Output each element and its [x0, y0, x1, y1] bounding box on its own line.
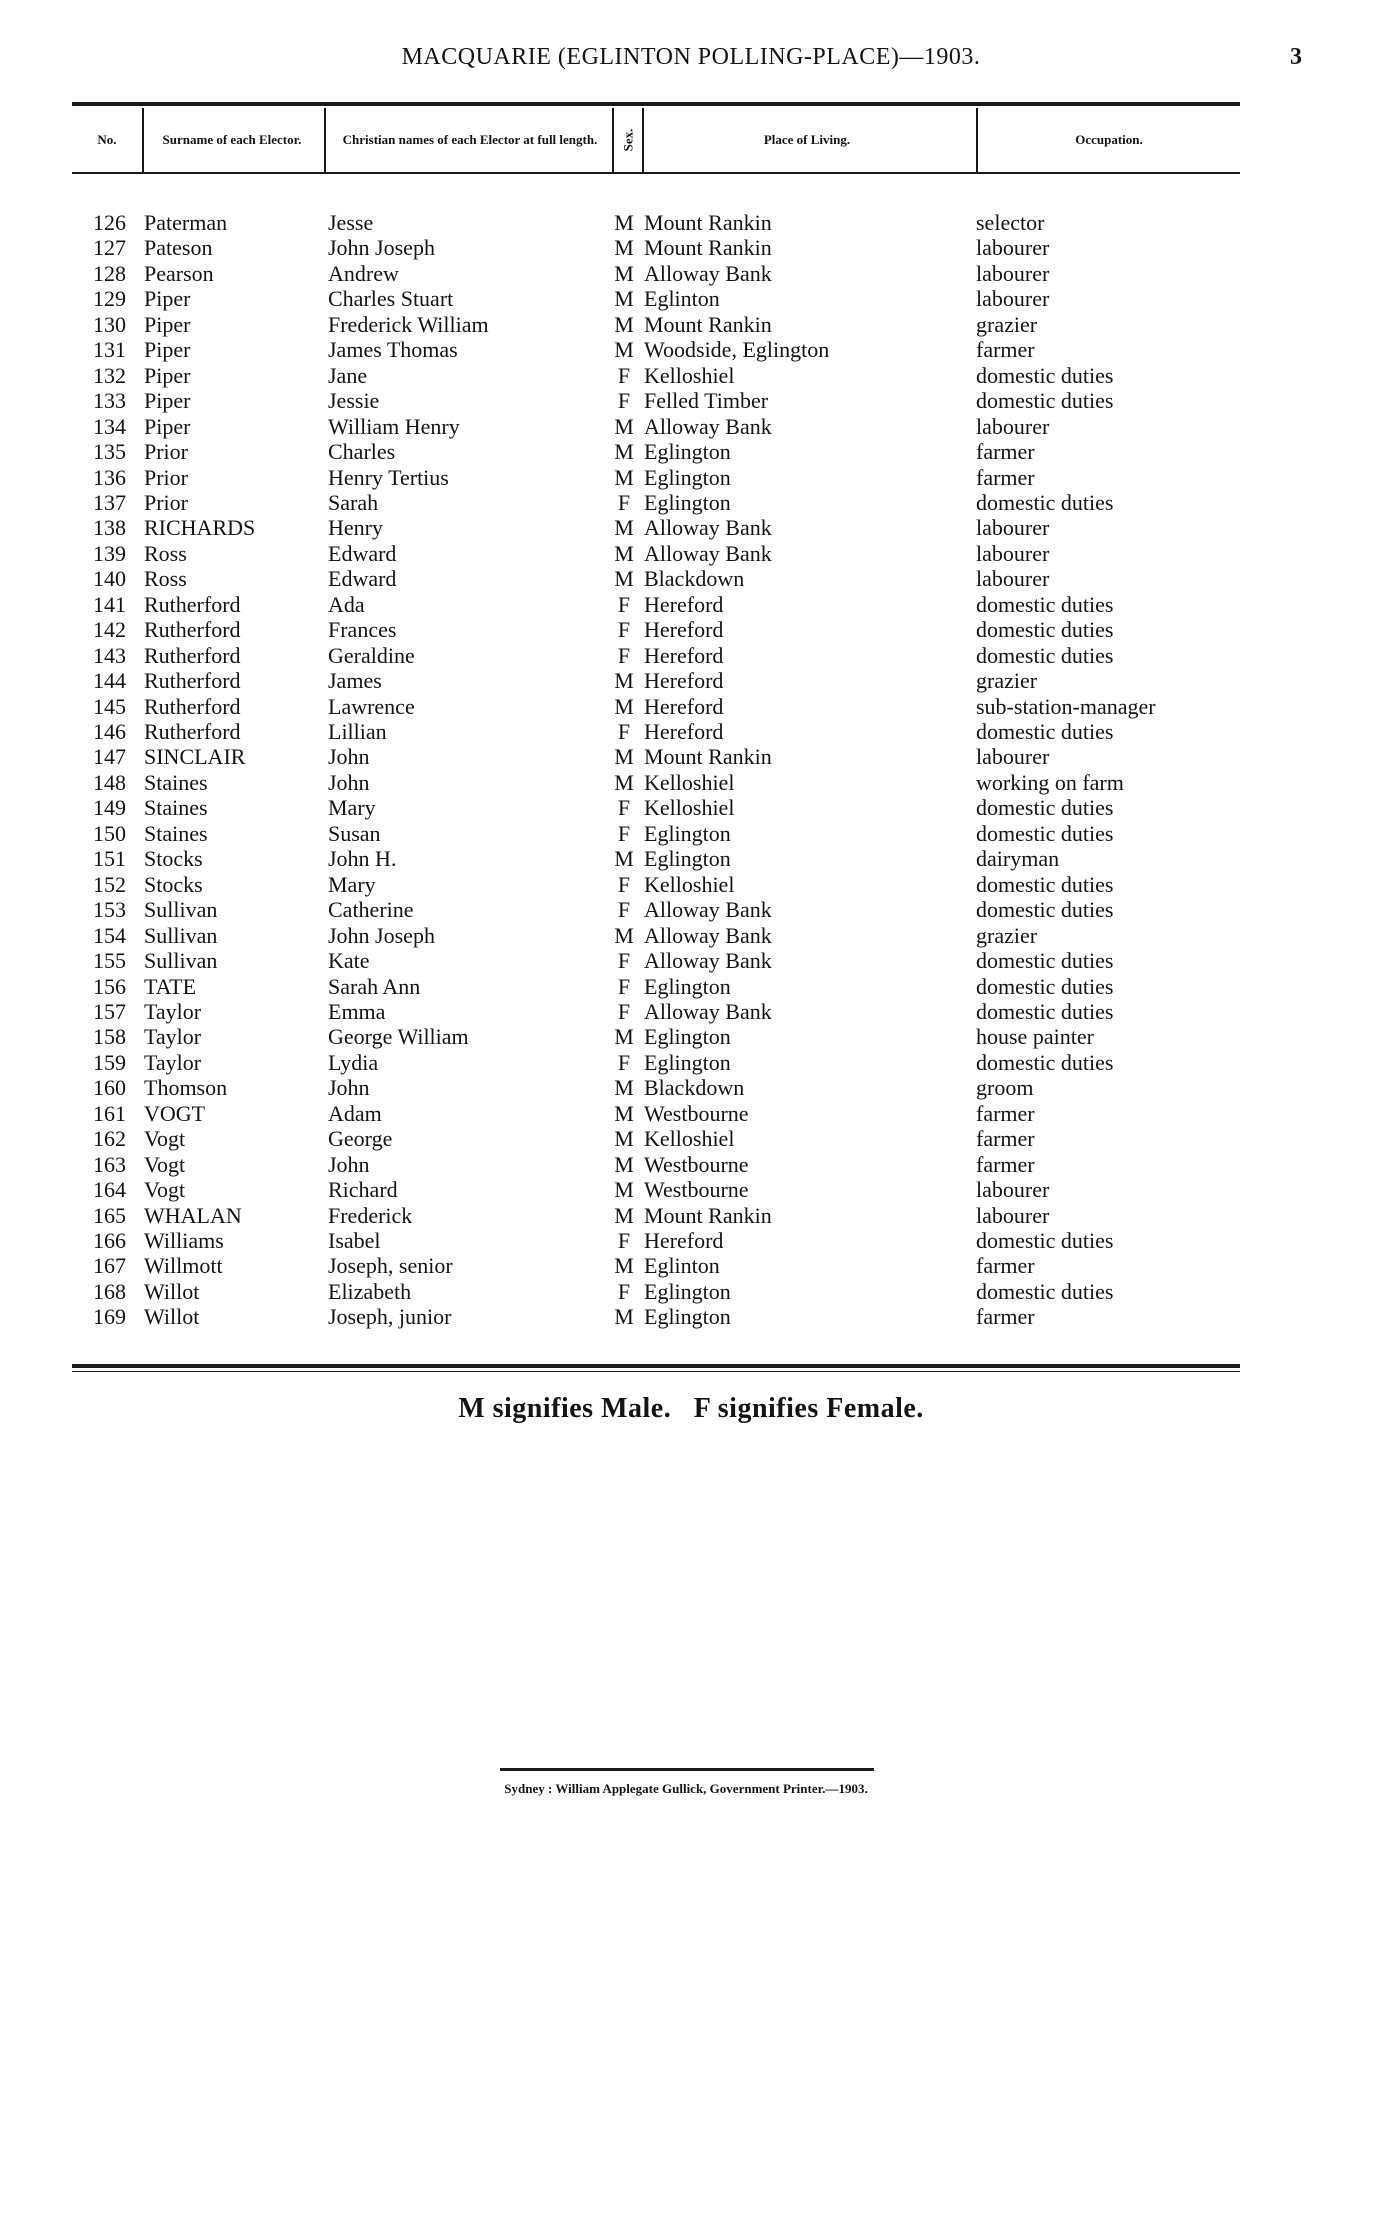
cell-number: 133 [93, 388, 126, 413]
cell-sex: M [614, 668, 634, 693]
cell-occupation: labourer [976, 414, 1050, 439]
header-bottom-rule [72, 172, 1240, 174]
cell-occupation: domestic duties [976, 872, 1114, 897]
column-separator [142, 108, 144, 172]
cell-number: 128 [93, 261, 126, 286]
cell-surname: Stocks [144, 846, 203, 871]
cell-number: 158 [93, 1024, 126, 1049]
cell-number: 150 [93, 821, 126, 846]
cell-occupation: farmer [976, 465, 1035, 490]
cell-number: 144 [93, 668, 126, 693]
cell-christian-names: Jessie [328, 388, 380, 413]
cell-christian-names: John Joseph [328, 923, 435, 948]
cell-occupation: dairyman [976, 846, 1060, 871]
cell-sex: M [614, 1177, 634, 1202]
cell-place-of-living: Eglington [644, 1304, 731, 1329]
cell-place-of-living: Alloway Bank [644, 541, 772, 566]
cell-surname: VOGT [144, 1101, 206, 1126]
page-number: 3 [1290, 44, 1302, 70]
cell-christian-names: George [328, 1126, 393, 1151]
cell-surname: Thomson [144, 1075, 228, 1100]
cell-surname: Taylor [144, 1024, 202, 1049]
cell-sex: M [614, 235, 634, 260]
cell-christian-names: Sarah [328, 490, 379, 515]
cell-occupation: domestic duties [976, 795, 1114, 820]
cell-christian-names: Emma [328, 999, 386, 1024]
cell-place-of-living: Blackdown [644, 1075, 745, 1100]
cell-place-of-living: Alloway Bank [644, 923, 772, 948]
cell-surname: Piper [144, 363, 191, 388]
cell-number: 126 [93, 210, 126, 235]
sex-legend-note: M signifies Male. F signifies Female. [458, 1393, 924, 1424]
cell-christian-names: John [328, 1152, 370, 1177]
table-top-rule [72, 102, 1240, 106]
cell-place-of-living: Westbourne [644, 1177, 749, 1202]
cell-surname: Prior [144, 465, 188, 490]
cell-occupation: labourer [976, 566, 1050, 591]
cell-number: 138 [93, 515, 126, 540]
cell-surname: Piper [144, 414, 191, 439]
cell-sex: F [617, 795, 631, 820]
cell-number: 140 [93, 566, 126, 591]
cell-place-of-living: Hereford [644, 1228, 724, 1253]
cell-sex: F [617, 617, 631, 642]
cell-number: 127 [93, 235, 126, 260]
cell-christian-names: William Henry [328, 414, 460, 439]
cell-christian-names: Henry Tertius [328, 465, 449, 490]
cell-surname: Piper [144, 337, 191, 362]
column-separator [324, 108, 326, 172]
cell-christian-names: Charles [328, 439, 396, 464]
cell-place-of-living: Alloway Bank [644, 999, 772, 1024]
cell-christian-names: John [328, 770, 370, 795]
cell-christian-names: Frederick William [328, 312, 489, 337]
cell-occupation: labourer [976, 286, 1050, 311]
cell-christian-names: Jesse [328, 210, 374, 235]
cell-occupation: labourer [976, 515, 1050, 540]
cell-place-of-living: Kelloshiel [644, 363, 735, 388]
cell-surname: Taylor [144, 999, 202, 1024]
cell-occupation: labourer [976, 261, 1050, 286]
cell-place-of-living: Alloway Bank [644, 515, 772, 540]
cell-sex: M [614, 439, 634, 464]
cell-place-of-living: Hereford [644, 617, 724, 642]
cell-surname: SINCLAIR [144, 744, 246, 769]
column-header-sex-label: Sex. [620, 128, 635, 152]
cell-surname: Rutherford [144, 719, 241, 744]
cell-sex: M [614, 1075, 634, 1100]
cell-place-of-living: Mount Rankin [644, 210, 772, 235]
cell-number: 156 [93, 974, 126, 999]
cell-christian-names: Joseph, junior [328, 1304, 452, 1329]
cell-place-of-living: Eglington [644, 465, 731, 490]
cell-place-of-living: Mount Rankin [644, 744, 772, 769]
cell-number: 168 [93, 1279, 126, 1304]
cell-place-of-living: Eglinton [644, 1253, 720, 1278]
cell-occupation: labourer [976, 744, 1050, 769]
cell-place-of-living: Hereford [644, 694, 724, 719]
cell-surname: Vogt [144, 1126, 186, 1151]
cell-place-of-living: Alloway Bank [644, 897, 772, 922]
cell-surname: RICHARDS [144, 515, 256, 540]
cell-sex: M [614, 1304, 634, 1329]
cell-occupation: farmer [976, 439, 1035, 464]
cell-place-of-living: Kelloshiel [644, 795, 735, 820]
cell-sex: M [614, 1152, 634, 1177]
printer-rule [500, 1768, 874, 1771]
cell-christian-names: Edward [328, 541, 397, 566]
cell-place-of-living: Hereford [644, 668, 724, 693]
cell-occupation: farmer [976, 1152, 1035, 1177]
cell-surname: Staines [144, 821, 208, 846]
cell-christian-names: Frances [328, 617, 397, 642]
cell-sex: F [617, 897, 631, 922]
cell-occupation: domestic duties [976, 948, 1114, 973]
cell-surname: Ross [144, 541, 187, 566]
cell-place-of-living: Alloway Bank [644, 261, 772, 286]
cell-sex: F [617, 592, 631, 617]
cell-occupation: domestic duties [976, 1228, 1114, 1253]
cell-surname: Stocks [144, 872, 203, 897]
cell-occupation: domestic duties [976, 719, 1114, 744]
cell-christian-names: James [328, 668, 382, 693]
printer-imprint: Sydney : William Applegate Gullick, Government Printer.—1903. [504, 1781, 868, 1796]
cell-christian-names: Catherine [328, 897, 414, 922]
cell-number: 130 [93, 312, 126, 337]
column-header-sex [614, 108, 642, 172]
cell-surname: Williams [144, 1228, 224, 1253]
cell-number: 151 [93, 846, 126, 871]
cell-place-of-living: Mount Rankin [644, 1203, 772, 1228]
cell-christian-names: Henry [328, 515, 383, 540]
cell-christian-names: John Joseph [328, 235, 435, 260]
column-header-occupation: Occupation. [1075, 132, 1143, 147]
cell-surname: Willmott [144, 1253, 223, 1278]
cell-number: 155 [93, 948, 126, 973]
cell-occupation: farmer [976, 1253, 1035, 1278]
cell-sex: M [614, 1024, 634, 1049]
cell-sex: F [617, 999, 631, 1024]
cell-occupation: labourer [976, 1203, 1050, 1228]
cell-place-of-living: Felled Timber [644, 388, 769, 413]
cell-christian-names: Edward [328, 566, 397, 591]
cell-occupation: labourer [976, 235, 1050, 260]
cell-sex: M [614, 210, 634, 235]
cell-number: 142 [93, 617, 126, 642]
cell-christian-names: Charles Stuart [328, 286, 454, 311]
cell-sex: M [614, 312, 634, 337]
cell-place-of-living: Mount Rankin [644, 235, 772, 260]
cell-number: 131 [93, 337, 126, 362]
cell-number: 154 [93, 923, 126, 948]
cell-place-of-living: Eglington [644, 974, 731, 999]
cell-number: 145 [93, 694, 126, 719]
cell-surname: Paterman [144, 210, 228, 235]
cell-occupation: domestic duties [976, 974, 1114, 999]
cell-sex: M [614, 261, 634, 286]
cell-surname: Pearson [144, 261, 214, 286]
cell-occupation: labourer [976, 1177, 1050, 1202]
cell-surname: Piper [144, 312, 191, 337]
cell-christian-names: Frederick [328, 1203, 413, 1228]
cell-occupation: domestic duties [976, 363, 1114, 388]
cell-sex: F [617, 1228, 631, 1253]
cell-christian-names: Richard [328, 1177, 398, 1202]
cell-sex: M [614, 770, 634, 795]
cell-occupation: farmer [976, 1304, 1035, 1329]
cell-surname: Willot [144, 1279, 200, 1304]
cell-number: 153 [93, 897, 126, 922]
cell-occupation: domestic duties [976, 490, 1114, 515]
cell-sex: M [614, 465, 634, 490]
cell-surname: Rutherford [144, 592, 241, 617]
cell-number: 161 [93, 1101, 126, 1126]
cell-sex: F [617, 363, 631, 388]
cell-surname: Prior [144, 490, 188, 515]
cell-sex: M [614, 566, 634, 591]
cell-sex: M [614, 541, 634, 566]
cell-sex: M [614, 846, 634, 871]
cell-sex: M [614, 286, 634, 311]
cell-surname: Vogt [144, 1177, 186, 1202]
cell-place-of-living: Eglington [644, 1279, 731, 1304]
cell-number: 147 [93, 744, 126, 769]
cell-surname: Rutherford [144, 668, 241, 693]
cell-number: 159 [93, 1050, 126, 1075]
cell-christian-names: Adam [328, 1101, 382, 1126]
cell-sex: F [617, 948, 631, 973]
cell-sex: M [614, 923, 634, 948]
cell-number: 166 [93, 1228, 126, 1253]
cell-occupation: domestic duties [976, 388, 1114, 413]
cell-surname: Sullivan [144, 923, 218, 948]
cell-place-of-living: Eglington [644, 490, 731, 515]
cell-sex: M [614, 515, 634, 540]
cell-christian-names: John [328, 1075, 370, 1100]
cell-occupation: farmer [976, 1126, 1035, 1151]
cell-number: 157 [93, 999, 126, 1024]
cell-sex: M [614, 1203, 634, 1228]
cell-surname: Piper [144, 286, 191, 311]
cell-place-of-living: Eglington [644, 821, 731, 846]
cell-number: 167 [93, 1253, 126, 1278]
cell-number: 141 [93, 592, 126, 617]
cell-sex: F [617, 974, 631, 999]
cell-occupation: house painter [976, 1024, 1094, 1049]
table-bottom-rule [72, 1364, 1240, 1368]
cell-occupation: selector [976, 210, 1045, 235]
cell-surname: TATE [144, 974, 197, 999]
column-header-surname: Surname of each Elector. [162, 132, 302, 147]
cell-sex: F [617, 821, 631, 846]
cell-sex: M [614, 694, 634, 719]
cell-christian-names: Andrew [328, 261, 399, 286]
cell-christian-names: Ada [328, 592, 365, 617]
cell-number: 163 [93, 1152, 126, 1177]
cell-occupation: labourer [976, 541, 1050, 566]
cell-surname: Sullivan [144, 897, 218, 922]
cell-christian-names: Kate [328, 948, 370, 973]
cell-sex: M [614, 1253, 634, 1278]
cell-christian-names: James Thomas [328, 337, 458, 362]
cell-surname: Staines [144, 770, 208, 795]
cell-occupation: domestic duties [976, 1050, 1114, 1075]
cell-sex: F [617, 388, 631, 413]
cell-number: 132 [93, 363, 126, 388]
cell-occupation: farmer [976, 337, 1035, 362]
cell-surname: Prior [144, 439, 188, 464]
cell-christian-names: Sarah Ann [328, 974, 421, 999]
cell-sex: F [617, 1050, 631, 1075]
cell-christian-names: John H. [328, 846, 397, 871]
cell-surname: Piper [144, 388, 191, 413]
cell-christian-names: Mary [328, 795, 376, 820]
cell-christian-names: Mary [328, 872, 376, 897]
column-header-christian: Christian names of each Elector at full length. [342, 132, 598, 147]
cell-place-of-living: Hereford [644, 592, 724, 617]
cell-number: 162 [93, 1126, 126, 1151]
cell-sex: F [617, 1279, 631, 1304]
cell-place-of-living: Eglington [644, 846, 731, 871]
cell-place-of-living: Kelloshiel [644, 770, 735, 795]
cell-occupation: groom [976, 1075, 1034, 1100]
cell-occupation: domestic duties [976, 999, 1114, 1024]
cell-occupation: domestic duties [976, 1279, 1114, 1304]
cell-place-of-living: Kelloshiel [644, 872, 735, 897]
page-title: MACQUARIE (EGLINTON POLLING-PLACE)—1903. [401, 44, 981, 70]
cell-occupation: domestic duties [976, 617, 1114, 642]
cell-sex: M [614, 1101, 634, 1126]
cell-number: 152 [93, 872, 126, 897]
cell-place-of-living: Hereford [644, 719, 724, 744]
cell-occupation: farmer [976, 1101, 1035, 1126]
cell-christian-names: Lillian [328, 719, 387, 744]
cell-occupation: working on farm [976, 770, 1124, 795]
cell-surname: Sullivan [144, 948, 218, 973]
cell-place-of-living: Woodside, Eglington [644, 337, 830, 362]
cell-number: 148 [93, 770, 126, 795]
cell-surname: Vogt [144, 1152, 186, 1177]
cell-christian-names: Jane [328, 363, 368, 388]
cell-sex: F [617, 719, 631, 744]
cell-occupation: domestic duties [976, 643, 1114, 668]
cell-surname: Taylor [144, 1050, 202, 1075]
column-header-no: No. [97, 132, 117, 147]
cell-surname: Rutherford [144, 617, 241, 642]
cell-christian-names: George William [328, 1024, 469, 1049]
cell-occupation: domestic duties [976, 897, 1114, 922]
cell-surname: Ross [144, 566, 187, 591]
cell-place-of-living: Alloway Bank [644, 414, 772, 439]
cell-christian-names: Isabel [328, 1228, 381, 1253]
cell-number: 143 [93, 643, 126, 668]
cell-christian-names: Susan [328, 821, 381, 846]
cell-sex: M [614, 337, 634, 362]
cell-christian-names: John [328, 744, 370, 769]
cell-number: 164 [93, 1177, 126, 1202]
cell-number: 135 [93, 439, 126, 464]
cell-surname: Rutherford [144, 643, 241, 668]
cell-christian-names: Elizabeth [328, 1279, 412, 1304]
cell-occupation: sub-station-manager [976, 694, 1156, 719]
cell-place-of-living: Mount Rankin [644, 312, 772, 337]
cell-occupation: domestic duties [976, 592, 1114, 617]
cell-number: 129 [93, 286, 126, 311]
cell-number: 165 [93, 1203, 126, 1228]
column-header-place: Place of Living. [763, 132, 851, 147]
cell-occupation: grazier [976, 312, 1038, 337]
cell-number: 160 [93, 1075, 126, 1100]
cell-number: 149 [93, 795, 126, 820]
cell-occupation: grazier [976, 668, 1038, 693]
cell-christian-names: Geraldine [328, 643, 415, 668]
cell-place-of-living: Westbourne [644, 1152, 749, 1177]
cell-place-of-living: Hereford [644, 643, 724, 668]
cell-sex: F [617, 643, 631, 668]
cell-number: 169 [93, 1304, 126, 1329]
cell-sex: M [614, 1126, 634, 1151]
cell-sex: F [617, 490, 631, 515]
cell-number: 137 [93, 490, 126, 515]
cell-sex: M [614, 744, 634, 769]
cell-christian-names: Lydia [328, 1050, 379, 1075]
cell-occupation: grazier [976, 923, 1038, 948]
cell-place-of-living: Westbourne [644, 1101, 749, 1126]
cell-number: 134 [93, 414, 126, 439]
cell-christian-names: Joseph, senior [328, 1253, 453, 1278]
cell-place-of-living: Eglington [644, 1050, 731, 1075]
cell-sex: M [614, 414, 634, 439]
cell-occupation: domestic duties [976, 821, 1114, 846]
cell-surname: Willot [144, 1304, 200, 1329]
cell-surname: Pateson [144, 235, 213, 260]
cell-number: 139 [93, 541, 126, 566]
cell-number: 136 [93, 465, 126, 490]
cell-place-of-living: Alloway Bank [644, 948, 772, 973]
cell-sex: F [617, 872, 631, 897]
table-bottom-rule-thin [72, 1371, 1240, 1372]
cell-place-of-living: Kelloshiel [644, 1126, 735, 1151]
cell-surname: WHALAN [144, 1203, 242, 1228]
cell-place-of-living: Eglinton [644, 286, 720, 311]
cell-christian-names: Lawrence [328, 694, 415, 719]
cell-number: 146 [93, 719, 126, 744]
cell-place-of-living: Blackdown [644, 566, 745, 591]
cell-place-of-living: Eglington [644, 1024, 731, 1049]
cell-place-of-living: Eglington [644, 439, 731, 464]
cell-surname: Staines [144, 795, 208, 820]
cell-surname: Rutherford [144, 694, 241, 719]
